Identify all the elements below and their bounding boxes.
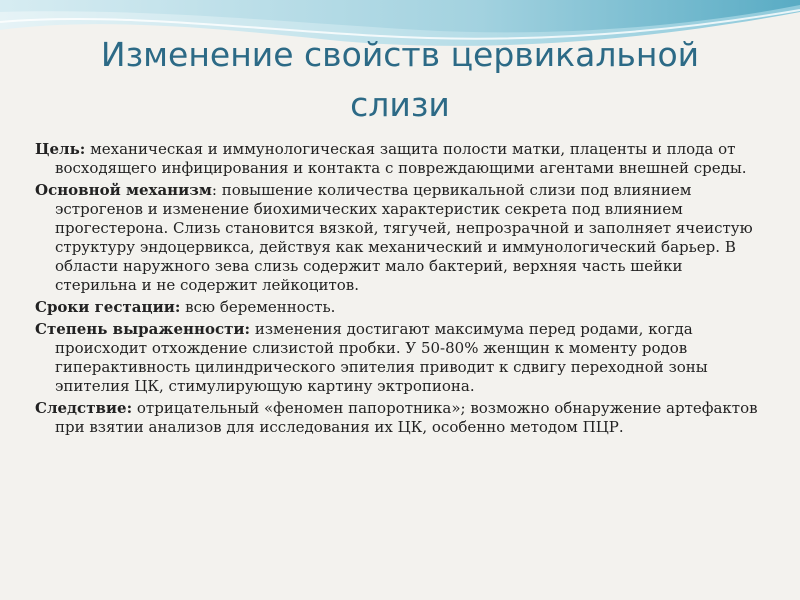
paragraph-gestation-text: всю беременность.: [180, 298, 336, 316]
paragraph-consequence-text: отрицательный «феномен папоротника»; возможно обнаружение артефактов при взятии анализов для исследования их ЦК, особенно методом ПЦР.: [55, 399, 758, 436]
paragraph-goal-text: механическая и иммунологическая защита полости матки, плаценты и плода от восходящего инфицирования и контакта с повреждающими агентами внешней среды.: [55, 140, 747, 177]
slide-title: Изменение свойств цервикальной слизи: [100, 35, 700, 124]
paragraph-consequence-label: Следствие:: [35, 399, 133, 417]
paragraph-severity-text: изменения достигают максимума перед родами, когда происходит отхождение слизистой пробки. У 50-80% женщин к моменту родов гиперактивность цилиндрического эпителия приводит к сдвигу переходной зоны эпителия ЦК, стимулирующую картину эктропиона.: [55, 320, 708, 395]
paragraph-consequence: [35, 399, 765, 437]
paragraph-mechanism-label: Основной механизм: [35, 181, 212, 199]
paragraph-goal-label: Цель:: [35, 140, 86, 158]
paragraph-mechanism-text: : повышение количества цервикальной слизи под влиянием эстрогенов и изменение биохимических характеристик секрета под влиянием прогестерона. Слизь становится вязкой, тягучей, непрозрачной и заполняет ячеистую структуру эндоцервикса, действуя как механический и иммунологический барьер. В области наружного зева слизь содержит мало бактерий, верхняя часть шейки стерильна и не содержит лейкоцитов.: [55, 181, 753, 294]
paragraph-severity-label: Степень выраженности:: [35, 320, 251, 338]
paragraph-severity: [35, 320, 765, 396]
paragraph-mechanism: [35, 181, 765, 295]
paragraph-goal: [35, 140, 765, 178]
paragraph-gestation: [35, 298, 765, 317]
slide-body: [35, 140, 765, 440]
paragraph-gestation-label: Сроки гестации:: [35, 298, 181, 316]
